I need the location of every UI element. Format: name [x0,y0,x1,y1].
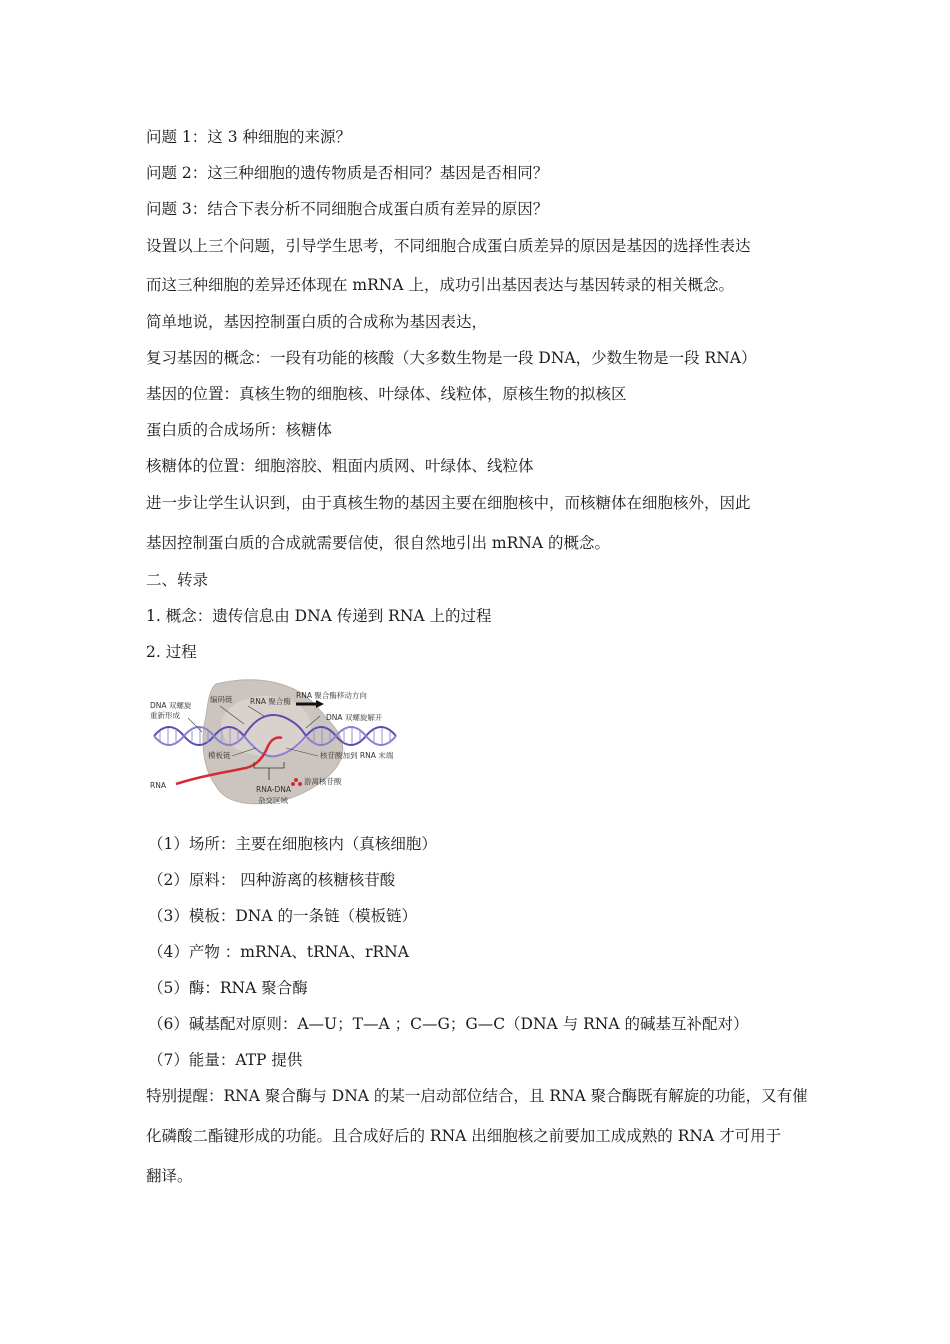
label-coding-strand: 编码链 [210,695,233,704]
detail-enzyme: （5）酶：RNA 聚合酶 [148,979,308,997]
detail-products: （4）产物 ：mRNA、tRNA、rRNA [148,943,409,961]
detail-materials: （2）原料： 四种游离的核糖核苷酸 [148,871,396,889]
note-line-1: 特别提醒：RNA 聚合酶与 DNA 的某一启动部位结合，且 RNA 聚合酶既有解旋的功能，又有催 [146,1087,808,1105]
transcription-process-heading: 2. 过程 [146,643,197,661]
gene-location: 基因的位置：真核生物的细胞核、叶绿体、线粒体，原核生物的拟核区 [146,385,627,403]
question-2: 问题 2：这三种细胞的遗传物质是否相同？基因是否相同？ [146,164,549,182]
gene-expression-definition: 简单地说，基因控制蛋白质的合成称为基因表达， [146,313,488,331]
question-3: 问题 3：结合下表分析不同细胞合成蛋白质有差异的原因？ [146,200,549,218]
label-nucleotide-add: 核苷酸加到 RNA 末端 [320,751,394,760]
transcription-diagram [146,676,408,826]
protein-synthesis-site: 蛋白质的合成场所：核糖体 [146,421,333,439]
transcription-concept: 1. 概念：遗传信息由 DNA 传递到 RNA 上的过程 [146,607,492,625]
label-hybrid-2: 杂交区域 [258,796,288,805]
paragraph-1-line-2: 而这三种细胞的差异还体现在 mRNA 上，成功引出基因表达与基因转录的相关概念。 [146,276,734,294]
gene-concept: 复习基因的概念：一段有功能的核酸（大多数生物是一段 DNA，少数生物是一段 RNA） [146,349,757,367]
ribosome-location: 核糖体的位置：细胞溶胶、粗面内质网、叶绿体、线粒体 [146,457,534,475]
detail-site: （1）场所：主要在细胞核内（真核细胞） [148,835,437,853]
question-1: 问题 1：这 3 种细胞的来源？ [146,128,352,146]
paragraph-2-line-1: 进一步让学生认识到，由于真核生物的基因主要在细胞核中，而核糖体在细胞核外，因此 [146,494,751,512]
label-rna-polymerase: RNA 聚合酶 [250,697,291,706]
label-free-nucleotide: 游离核苷酸 [304,777,342,786]
label-rna: RNA [150,781,166,790]
free-nucleotide-icon [294,778,298,782]
detail-base-pairing: （6）碱基配对原则：A—U；T—A ；C—G；G—C（DNA 与 RNA 的碱基互补配对） [148,1015,749,1033]
label-template-strand: 模板链 [208,751,231,760]
label-direction: RNA 聚合酶移动方向 [296,691,367,700]
label-hybrid-1: RNA-DNA [256,785,292,794]
note-line-3: 翻译。 [146,1167,193,1185]
label-dna-unwind: DNA 双螺旋解开 [326,713,383,722]
detail-template: （3）模板：DNA 的一条链（模板链） [148,907,417,925]
label-dna-rewind-2: 重新形成 [150,711,180,720]
label-dna-rewind-1: DNA 双螺旋 [150,701,192,710]
detail-energy: （7）能量：ATP 提供 [148,1051,303,1069]
section-title: 二、转录 [146,571,209,589]
note-line-2: 化磷酸二酯键形成的功能。且合成好后的 RNA 出细胞核之前要加工成成熟的 RNA 才可用于 [146,1127,782,1145]
paragraph-1-line-1: 设置以上三个问题，引导学生思考，不同细胞合成蛋白质差异的原因是基因的选择性表达 [146,237,751,255]
paragraph-2-line-2: 基因控制蛋白质的合成就需要信使，很自然地引出 mRNA 的概念。 [146,534,610,552]
